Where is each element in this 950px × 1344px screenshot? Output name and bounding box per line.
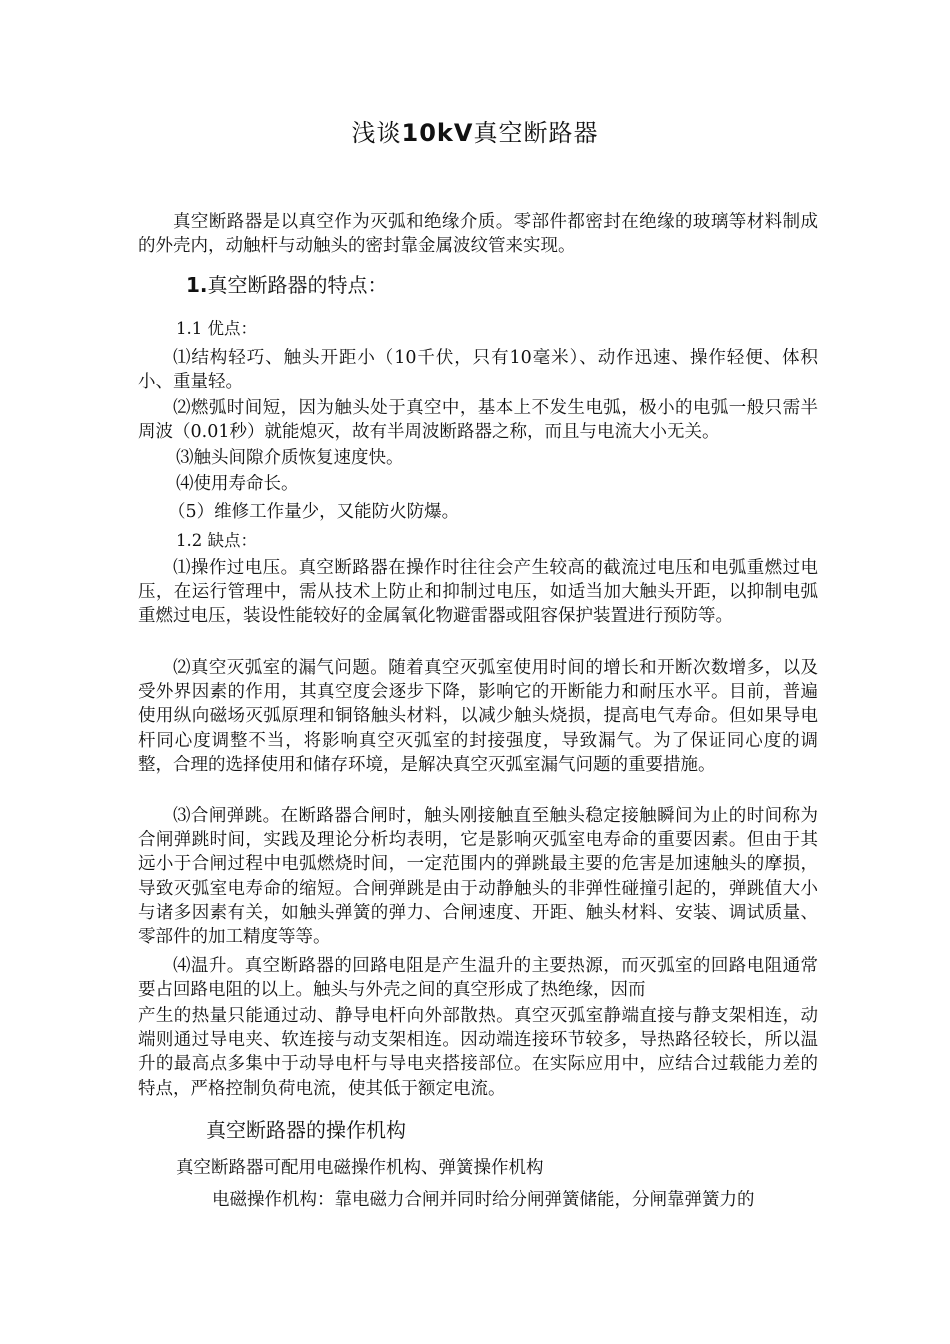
document-title: 浅谈10kV真空断路器 [351,119,599,147]
disadvantages-heading: 1.2 缺点： [176,531,257,550]
intro-paragraph: 真空断路器是以真空作为灭弧和绝缘介质。零部件都密封在绝缘的玻璃等材料制成的外壳内，动触杆与动触头的密封靠金属波纹管来实现。 [138,212,818,257]
disadvantage-item-2: ⑵真空灭弧室的漏气问题。随着真空灭弧室使用时间的增长和开断次数增多，以及受外界因素的作用，其真空度会逐步下降，影响它的开断能力和耐压水平。目前，普遍使用纵向磁场灭弧原理和铜铬触头材料，以减少触头烧损，提高电气寿命。但如果导电杆同心度调整不当，将影响真空灭弧室的封接强度，导致漏气。为了保证同心度的调整，合理的选择使用和储存环境，是解决真空灭弧室漏气问题的重要措施。 [138,658,818,775]
advantage-item-3: ⑶触头间隙介质恢复速度快。 [176,448,404,468]
advantages-heading: 1.1 优点： [176,319,257,338]
advantage-item-4: ⑷使用寿命长。 [176,474,299,494]
advantage-item-1: ⑴结构轻巧、触头开距小（10千伏，只有10毫米）、动作迅速、操作轻便、体积小、重量轻。 [138,348,818,393]
advantage-item-5: （5）维修工作量少，又能防火防爆。 [168,502,460,522]
disadvantage-item-4-continued: 产生的热量只能通过动、静导电杆向外部散热。真空灭弧室静端直接与静支架相连，动端则通过导电夹、软连接与动支架相连。因动端连接环节较多，导热路径较长，所以温升的最高点多集中于动导电杆与导电夹搭接部位。在实际应用中，应结合过载能力差的特点，严格控制负荷电流，使其低于额定电流。 [138,1006,818,1099]
mechanism-description: 电磁操作机构：靠电磁力合闸并同时给分闸弹簧储能，分闸靠弹簧力的 [212,1190,755,1210]
section-1-heading: 1.真空断路器的特点： [186,273,388,297]
advantage-item-2: ⑵燃弧时间短，因为触头处于真空中，基本上不发生电弧，极小的电弧一般只需半周波（0.01秒）就能熄灭，故有半周波断路器之称，而且与电流大小无关。 [138,398,818,443]
disadvantage-item-3: ⑶合闸弹跳。在断路器合闸时，触头刚接触直至触头稳定接触瞬间为止的时间称为合闸弹跳时间，实践及理论分析均表明，它是影响灭弧室电寿命的重要因素。但由于其远小于合闸过程中电弧燃烧时间，一定范围内的弹跳最主要的危害是加速触头的摩损，导致灭弧室电寿命的缩短。合闸弹跳是由于动静触头的非弹性碰撞引起的，弹跳值大小与诸多因素有关，如触头弹簧的弹力、合闸速度、开距、触头材料、安装、调试质量、零部件的加工精度等等。 [138,806,818,948]
section-2-heading: 真空断路器的操作机构 [206,1118,406,1142]
mechanism-intro: 真空断路器可配用电磁操作机构、弹簧操作机构 [176,1158,544,1178]
disadvantage-item-1: ⑴操作过电压。真空断路器在操作时往往会产生较高的截流过电压和电弧重燃过电压，在运行管理中，需从技术上防止和抑制过电压，如适当加大触头开距，以抑制电弧重燃过电压，装设性能较好的金属氧化物避雷器或阻容保护装置进行预防等。 [138,558,818,627]
disadvantage-item-4: ⑷温升。真空断路器的回路电阻是产生温升的主要热源，而灭弧室的回路电阻通常要占回路电阻的以上。触头与外壳之间的真空形成了热绝缘，因而 [138,956,818,1001]
